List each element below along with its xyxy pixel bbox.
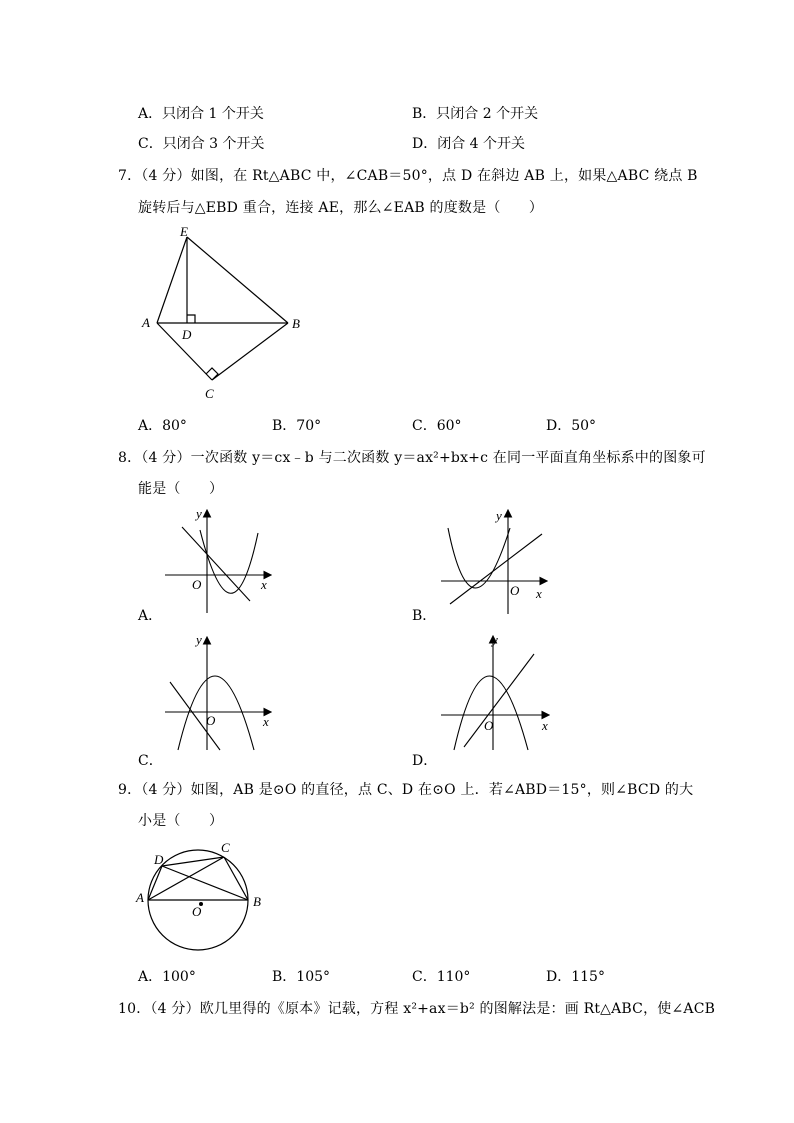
q9-chord-cb: [224, 857, 248, 900]
q8d-label-x: x: [542, 718, 548, 733]
q7-label-b: B: [292, 316, 300, 331]
q7-option-a: A．80°: [138, 418, 187, 434]
q8-graph-a: [160, 505, 280, 615]
q8-stem-line2: 能是（ ）: [138, 481, 224, 497]
q8-graph-b: [436, 508, 556, 618]
q8-choice-d: D．: [412, 753, 438, 769]
q7-stem-line1: 7．（4 分）如图，在 Rt△ABC 中，∠CAB＝50°，点 D 在斜边 AB 上，如果△ABC 绕点 B: [118, 168, 698, 184]
q8c-label-x: x: [263, 714, 269, 729]
q8b-label-x: x: [536, 586, 542, 601]
q6-option-b: B．只闭合 2 个开关: [412, 106, 539, 122]
q9-label-d: D: [154, 852, 164, 867]
q9-chord-db: [162, 866, 248, 900]
q7-option-b: B．70°: [272, 418, 322, 434]
q9-stem-line1: 9．（4 分）如图，AB 是⊙O 的直径，点 C、D 在⊙O 上．若∠ABD＝15°，则∠BCD 的大: [118, 782, 694, 798]
q8d-label-origin: O: [484, 718, 494, 733]
q7-stem-line2: 旋转后与△EBD 重合，连接 AE，那么∠EAB 的度数是（ ）: [138, 200, 544, 216]
q8c-label-origin: O: [206, 713, 216, 728]
q7-label-c: C: [205, 386, 214, 401]
q9-chord-ad: [148, 866, 162, 900]
q9-label-c: C: [221, 840, 230, 855]
q6-option-c: C．只闭合 3 个开关: [138, 136, 265, 152]
q7-label-a: A: [142, 315, 150, 330]
q6-option-a: A．只闭合 1 个开关: [138, 106, 264, 122]
q8a-label-origin: O: [192, 577, 202, 592]
q9-stem-line2: 小是（ ）: [138, 813, 224, 829]
q9-option-c: C．110°: [412, 969, 471, 985]
q9-circle-figure: [132, 838, 272, 960]
q9-option-a: A．100°: [138, 969, 196, 985]
q8b-label-origin: O: [510, 583, 520, 598]
q8b-parabola: [448, 528, 510, 588]
q7-option-c: C．60°: [412, 418, 462, 434]
q7-right-angle-d: [187, 315, 195, 323]
q8a-label-y: y: [196, 506, 202, 521]
q8a-label-x: x: [261, 577, 267, 592]
q7-option-d: D．50°: [546, 418, 597, 434]
q6-option-d: D．闭合 4 个开关: [412, 136, 526, 152]
q8-choice-b: B．: [412, 608, 437, 624]
q8-choice-a: A．: [138, 608, 163, 624]
q7-segment-cb: [212, 323, 288, 380]
q8-choice-c: C．: [138, 753, 163, 769]
q8-graph-d: [436, 632, 556, 752]
q8d-label-y: y: [492, 632, 498, 647]
q10-stem-line1: 10．（4 分）欧几里得的《原本》记载，方程 x²+ax＝b² 的图解法是：画 Rt△ABC，使∠ACB: [118, 1001, 716, 1017]
q8c-parabola: [178, 676, 254, 750]
q7-segment-eb: [187, 237, 288, 323]
q7-triangle-figure: [130, 222, 320, 404]
q9-option-b: B．105°: [272, 969, 331, 985]
q9-label-a: A: [136, 890, 144, 905]
q8a-parabola: [200, 530, 258, 593]
q8-graph-c: [160, 632, 280, 752]
q8c-label-y: y: [196, 632, 202, 647]
q7-label-d: D: [182, 327, 192, 342]
q9-option-d: D．115°: [546, 969, 605, 985]
q8d-parabola: [454, 676, 528, 750]
q7-right-angle-c: [206, 368, 218, 380]
q8-stem-line1: 8．（4 分）一次函数 y＝cx﹣b 与二次函数 y＝ax²+bx+c 在同一平面直角坐标系中的图象可: [118, 450, 706, 466]
q9-label-b: B: [253, 894, 261, 909]
q9-label-o: O: [192, 904, 202, 919]
q7-label-e: E: [180, 224, 188, 239]
q7-segment-ae: [157, 237, 187, 323]
q8b-label-y: y: [496, 508, 502, 523]
q8b-line: [450, 534, 542, 604]
